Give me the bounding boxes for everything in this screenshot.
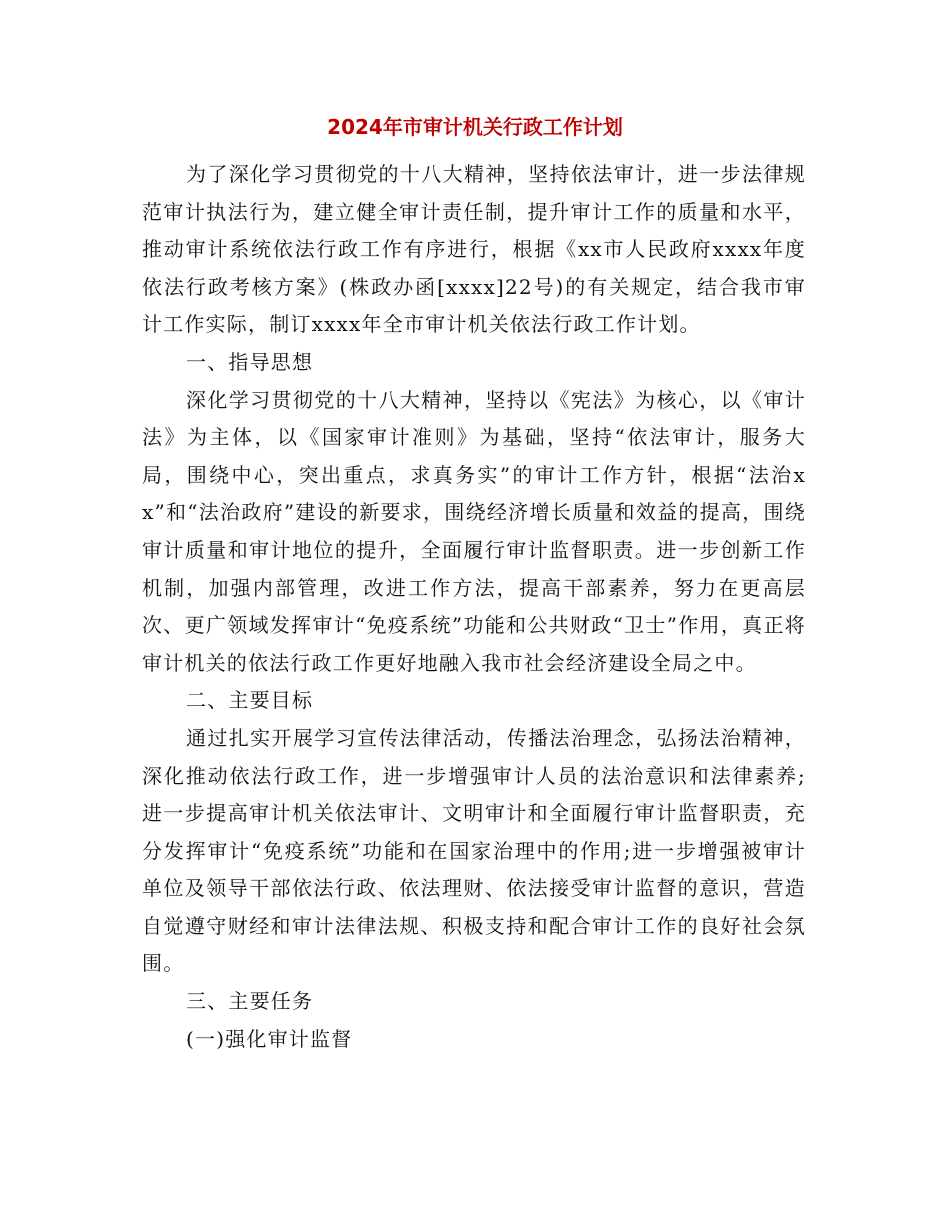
guiding-ideology-paragraph: 深化学习贯彻党的十八大精神，坚持以《宪法》为核心，以《审计法》为主体，以《国家审计准则》为基础，坚持“依法审计，服务大局，围绕中心，突出重点，求真务实”的审计工作方针，根据“法治xx”和“法治政府”建设的新要求，围绕经济增长质量和效益的提高，围绕审计质量和审计地位的提升，全面履行审计监督职责。进一步创新工作机制，加强内部管理，改进工作方法，提高干部素养，努力在更高层次、更广领域发挥审计“免疫系统”功能和公共财政“卫士”作用，真正将审计机关的依法行政工作更好地融入我市社会经济建设全局之中。 [142,387,806,675]
section-heading-guiding-ideology: 一、指导思想 [186,349,314,374]
section-heading-main-tasks: 三、主要任务 [186,989,314,1014]
document-title: 2024年市审计机关行政工作计划 [327,115,623,139]
subsection-heading-audit-supervision: (一)强化审计监督 [186,1026,353,1051]
main-goals-paragraph: 通过扎实开展学习宣传法律活动，传播法治理念，弘扬法治精神，深化推动依法行政工作，进一步增强审计人员的法治意识和法律素养;进一步提高审计机关依法审计、文明审计和全面履行审计监督职责，充分发挥审计“免疫系统”功能和在国家治理中的作用;进一步增强被审计单位及领导干部依法行政、依法理财、依法接受审计监督的意识，营造自觉遵守财经和审计法律法规、积极支持和配合审计工作的良好社会氛围。 [142,725,806,976]
intro-paragraph: 为了深化学习贯彻党的十八大精神，坚持依法审计，进一步法律规范审计执法行为，建立健全审计责任制，提升审计工作的质量和水平，推动审计系统依法行政工作有序进行，根据《xx市人民政府xxxx年度依法行政考核方案》(株政办函[xxxx]22号)的有关规定，结合我市审计工作实际，制订xxxx年全市审计机关依法行政工作计划。 [142,162,806,337]
document-body [142,156,806,1058]
section-heading-main-goals: 二、主要目标 [186,688,314,713]
